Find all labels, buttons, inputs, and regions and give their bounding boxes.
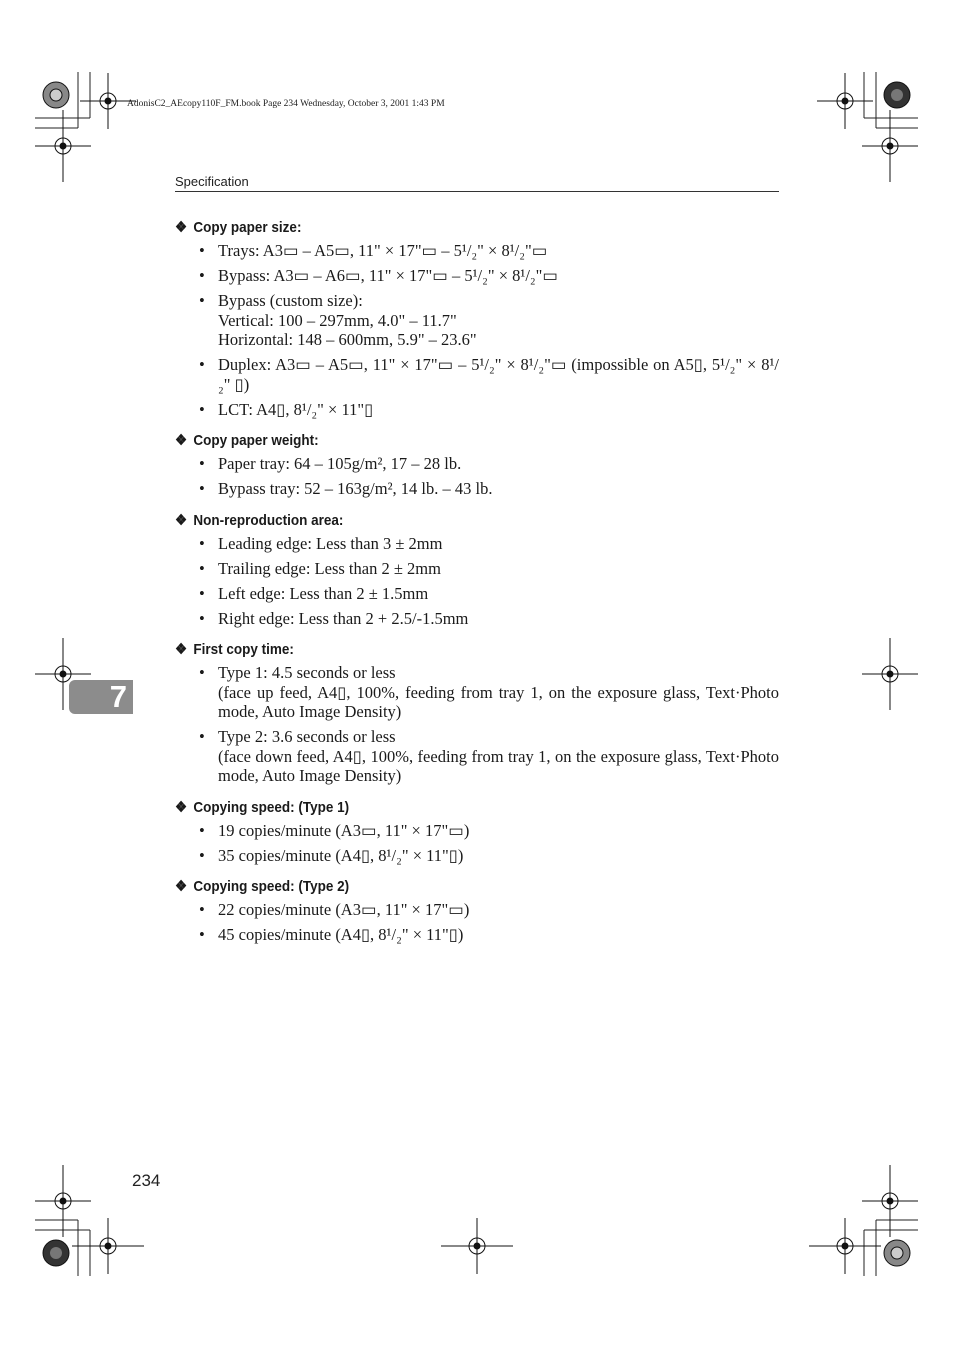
- diamond-bullet-icon: ❖: [175, 798, 188, 816]
- section-title: [175, 216, 719, 240]
- section-title-text: First copy time:: [193, 641, 294, 658]
- list-item: [175, 925, 779, 945]
- bullet-icon: •: [199, 479, 205, 498]
- list-item-text: Vertical: 100 – 297mm, 4.0" – 11.7": [218, 310, 457, 330]
- section-title: [175, 429, 719, 453]
- spec-section: [175, 509, 779, 629]
- bullet-icon: •: [199, 608, 205, 628]
- list-item-text: 45 copies/minute (A4▯, 8¹/₂" × 11"▯): [218, 925, 464, 944]
- list-item: [175, 534, 779, 554]
- spec-list: [175, 534, 779, 629]
- list-item: [175, 400, 779, 420]
- list-item-text: Type 1: 4.5 seconds or less: [218, 663, 396, 682]
- bullet-icon: •: [199, 399, 205, 419]
- list-item: [175, 559, 779, 579]
- section-title: [175, 509, 719, 533]
- section-title: [175, 875, 719, 899]
- bullet-icon: •: [199, 900, 205, 919]
- section-title: [175, 638, 719, 662]
- spec-list: [175, 900, 779, 945]
- section-title-text: Copy paper size:: [193, 219, 302, 236]
- list-item-text: Bypass tray: 52 – 163g/m², 14 lb. – 43 lb.: [218, 479, 493, 498]
- spec-section: [175, 638, 779, 786]
- page-content: [175, 216, 779, 955]
- list-item-text: Duplex: A3▭ – A5▭, 11" × 17"▭ – 5¹/₂" × 8¹/₂"▭ (impossible on A5▯, 5¹/₂" × 8¹/₂" ▯): [218, 355, 779, 394]
- diamond-bullet-icon: ❖: [175, 432, 188, 449]
- list-item: [175, 355, 779, 394]
- section-title: [175, 796, 719, 820]
- list-item-text: 22 copies/minute (A3▭, 11" × 17"▭): [218, 900, 470, 919]
- spec-list: [175, 454, 779, 499]
- page-number: 234: [132, 1171, 161, 1190]
- bullet-icon: •: [199, 533, 205, 553]
- list-item-text: Right edge: Less than 2 + 2.5/-1.5mm: [218, 608, 469, 628]
- list-item-text: (face up feed, A4▯, 100%, feeding from tray 1, on the exposure glass, Text·Photo mode, Auto Image Density): [218, 682, 779, 721]
- list-item: [175, 241, 779, 261]
- bullet-icon: •: [199, 820, 205, 840]
- spec-list: [175, 663, 779, 786]
- list-item-text: Left edge: Less than 2 ± 1.5mm: [218, 583, 429, 603]
- bullet-icon: •: [199, 727, 205, 746]
- diamond-bullet-icon: ❖: [175, 878, 188, 895]
- list-item: [175, 479, 779, 499]
- list-item-text: Type 2: 3.6 seconds or less: [218, 727, 396, 746]
- list-item: [175, 727, 779, 786]
- list-item: [175, 454, 779, 474]
- bullet-icon: •: [199, 291, 205, 310]
- spec-section: [175, 216, 779, 419]
- bullet-icon: •: [199, 583, 205, 603]
- section-title-text: Copy paper weight:: [193, 432, 319, 449]
- list-item-text: Horizontal: 148 – 600mm, 5.9" – 23.6": [218, 330, 477, 349]
- list-item-text: 35 copies/minute (A4▯, 8¹/₂" × 11"▯): [218, 845, 464, 865]
- list-item: [175, 663, 779, 722]
- list-item: [175, 609, 779, 629]
- bullet-icon: •: [199, 845, 205, 865]
- spec-section: [175, 796, 779, 866]
- bullet-icon: •: [199, 454, 205, 473]
- file-header: AdonisC2_AEcopy110F_FM.book Page 234 Wednesday, October 3, 2001 1:43 PM: [127, 99, 445, 109]
- list-item-text: Trailing edge: Less than 2 ± 2mm: [218, 558, 441, 578]
- list-item: [175, 584, 779, 604]
- list-item-text: Paper tray: 64 – 105g/m², 17 – 28 lb.: [218, 454, 462, 473]
- bullet-icon: •: [199, 355, 205, 374]
- list-item: [175, 266, 779, 286]
- spec-section: [175, 875, 779, 945]
- spec-section: [175, 429, 779, 499]
- section-title-text: Copying speed: (Type 1): [193, 798, 350, 816]
- spec-list: [175, 821, 779, 866]
- bullet-icon: •: [199, 266, 205, 285]
- running-header: Specification: [175, 174, 779, 192]
- section-title-text: Copying speed: (Type 2): [193, 878, 350, 895]
- list-item-text: Trays: A3▭ – A5▭, 11" × 17"▭ – 5¹/₂" × 8¹/₂"▭: [218, 241, 548, 260]
- bullet-icon: •: [199, 558, 205, 578]
- bullet-icon: •: [199, 925, 205, 944]
- diamond-bullet-icon: ❖: [175, 641, 188, 658]
- section-title-text: Non-reproduction area:: [193, 511, 344, 529]
- list-item: [175, 821, 779, 841]
- list-item-text: Bypass (custom size):: [218, 291, 363, 310]
- diamond-bullet-icon: ❖: [175, 219, 188, 236]
- list-item-text: Bypass: A3▭ – A6▭, 11" × 17"▭ – 5¹/₂" × 8¹/₂"▭: [218, 266, 559, 285]
- list-item-text: LCT: A4▯, 8¹/₂" × 11"▯: [218, 399, 374, 419]
- bullet-icon: •: [199, 663, 205, 682]
- spec-list: [175, 241, 779, 419]
- list-item: [175, 846, 779, 866]
- diamond-bullet-icon: ❖: [175, 511, 188, 529]
- chapter-number: 7: [109, 679, 127, 714]
- list-item: [175, 900, 779, 920]
- list-item-text: Leading edge: Less than 3 ± 2mm: [218, 533, 443, 553]
- list-item-text: 19 copies/minute (A3▭, 11" × 17"▭): [218, 820, 470, 840]
- bullet-icon: •: [199, 241, 205, 260]
- chapter-tab: [69, 680, 133, 714]
- list-item-text: (face down feed, A4▯, 100%, feeding from tray 1, on the exposure glass, Text·Photo mode, Auto Image Density): [218, 746, 779, 785]
- list-item: [175, 291, 779, 350]
